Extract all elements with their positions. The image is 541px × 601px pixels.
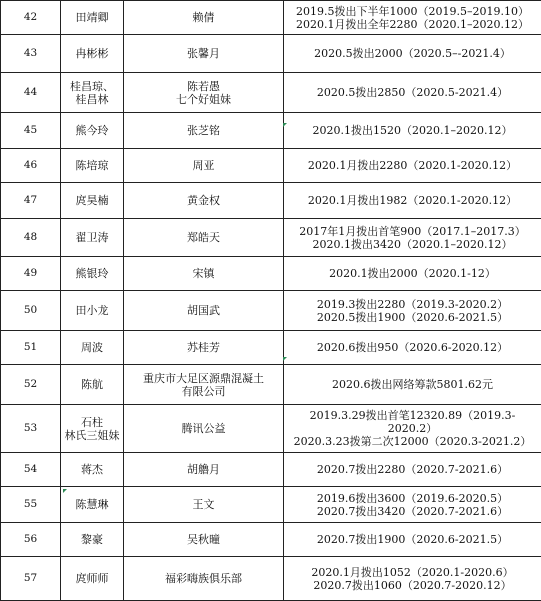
- cell-disbursement-line: 2020.1月拨出1052（2020.1-2020.6）: [286, 566, 539, 579]
- cell-donor-name-line: 冉彬彬: [63, 47, 121, 60]
- cell-recipient-line: 腾讯公益: [126, 422, 281, 435]
- table-row: [1, 405, 541, 453]
- cell-donor-name-line: 田小龙: [63, 304, 121, 317]
- cell-recipient-line: 有限公司: [126, 385, 281, 398]
- cell-recipient: [124, 523, 284, 557]
- cell-disbursement-line: 2019.3拨出2280（2019.3-2020.2）: [286, 298, 539, 311]
- cell-disbursement-line: 2017年1月拨出首笔900（2017.1–2017.3）: [286, 225, 539, 238]
- cell-recipient-line: 吴秋曈: [126, 533, 281, 546]
- cell-disbursement-line: 2020.2）: [286, 422, 539, 435]
- cell-disbursement: [284, 365, 541, 405]
- cell-disbursement-line: 2020.3.23拨第二次12000（2020.3-2021.2）: [286, 435, 539, 448]
- table-row: [1, 453, 541, 487]
- cell-donor-name: [61, 331, 124, 365]
- cell-disbursement: [284, 219, 541, 257]
- cell-donor-name-line: 熊今玲: [63, 124, 121, 137]
- cell-recipient-line: 福彩嗨族俱乐部: [126, 572, 281, 585]
- cell-recipient: [124, 1, 284, 35]
- cell-recipient: [124, 405, 284, 453]
- cell-number: 56: [1, 523, 61, 557]
- cell-number: 46: [1, 149, 61, 183]
- cell-disbursement-line: 2020.6拨出网络筹款5801.62元: [286, 378, 539, 391]
- cell-recipient-line: 郑皓天: [126, 231, 281, 244]
- cell-disbursement: [284, 331, 541, 365]
- cell-recipient: [124, 487, 284, 523]
- table-row: [1, 257, 541, 291]
- cell-recipient: [124, 219, 284, 257]
- cell-disbursement: [284, 35, 541, 73]
- cell-disbursement-line: 2020.1拨出2000（2020.1-12）: [286, 267, 539, 280]
- cell-disbursement-line: 2020.1月拨出1982（2020.1-2020.12）: [286, 194, 539, 207]
- cell-donor-name-line: 田靖卿: [63, 11, 121, 24]
- cell-disbursement-line: 2020.5拨出2850（2020.5-2021.4）: [286, 86, 539, 99]
- cell-donor-name: [61, 291, 124, 331]
- cell-recipient: [124, 149, 284, 183]
- cell-recipient-line: 王文: [126, 498, 281, 511]
- cell-recipient-line: 胡艪月: [126, 463, 281, 476]
- cell-recipient: [124, 35, 284, 73]
- cell-disbursement-line: 2020.7拨出2280（2020.7-2021.6）: [286, 463, 539, 476]
- cell-donor-name: [61, 35, 124, 73]
- cell-disbursement: [284, 113, 541, 149]
- cell-donor-name-line: 黎豪: [63, 533, 121, 546]
- cell-recipient: [124, 365, 284, 405]
- table-row: [1, 523, 541, 557]
- cell-number: 57: [1, 557, 61, 601]
- table-row: [1, 487, 541, 523]
- cell-recipient-line: 七个好姐妹: [126, 93, 281, 106]
- cell-number: 45: [1, 113, 61, 149]
- cell-recipient-line: 宋镇: [126, 267, 281, 280]
- cell-recipient: [124, 257, 284, 291]
- cell-recipient: [124, 73, 284, 113]
- cell-recipient: [124, 183, 284, 219]
- cell-donor-name-line: 蒋杰: [63, 463, 121, 476]
- cell-number: 44: [1, 73, 61, 113]
- cell-disbursement-line: 2019.5拨出下半年1000（2019.5–2019.10）: [286, 5, 539, 18]
- cell-disbursement-line: 2020.5拨出2000（2020.5–-2021.4）: [286, 47, 539, 60]
- cell-donor-name-line: 桂昌琼、: [63, 80, 121, 93]
- cell-disbursement-line: 2019.6拨出3600（2019.6-2020.5）: [286, 492, 539, 505]
- cell-disbursement: [284, 557, 541, 601]
- cell-disbursement-line: 2020.1月拨出2280（2020.1-2020.12）: [286, 159, 539, 172]
- cell-donor-name: [61, 183, 124, 219]
- cell-disbursement: [284, 487, 541, 523]
- cell-marker: [283, 357, 287, 361]
- cell-disbursement: [284, 523, 541, 557]
- cell-disbursement-line: 2020.6拨出950（2020.6-2020.12）: [286, 341, 539, 354]
- cell-recipient: [124, 113, 284, 149]
- cell-donor-name-line: 翟卫涛: [63, 231, 121, 244]
- cell-donor-name-line: 熊银玲: [63, 267, 121, 280]
- cell-marker: [283, 123, 287, 127]
- cell-donor-name: [61, 557, 124, 601]
- table-row: [1, 35, 541, 73]
- cell-donor-name: [61, 405, 124, 453]
- cell-recipient: [124, 557, 284, 601]
- cell-recipient-line: 黄金权: [126, 194, 281, 207]
- cell-disbursement-line: 2020.7拨出1900（2020.6-2021.5）: [286, 533, 539, 546]
- cell-donor-name-line: 庹昊楠: [63, 194, 121, 207]
- cell-recipient-line: 张馨月: [126, 47, 281, 60]
- table-row: [1, 557, 541, 601]
- cell-recipient-line: 赖倩: [126, 11, 281, 24]
- cell-donor-name: [61, 219, 124, 257]
- cell-recipient: [124, 453, 284, 487]
- cell-disbursement: [284, 291, 541, 331]
- cell-recipient-line: 重庆市大足区源鼎混凝土: [126, 372, 281, 385]
- cell-donor-name: [61, 73, 124, 113]
- cell-disbursement-line: 2020.7拨出1060（2020.7-2020.12）: [286, 579, 539, 592]
- cell-recipient-line: 苏桂芳: [126, 341, 281, 354]
- cell-disbursement: [284, 149, 541, 183]
- cell-donor-name-line: 陈培琼: [63, 159, 121, 172]
- cell-disbursement-line: 2020.7拨出3420（2020.7-2021.6）: [286, 505, 539, 518]
- cell-donor-name: [61, 257, 124, 291]
- table-row: [1, 149, 541, 183]
- cell-marker: [63, 489, 67, 493]
- cell-recipient: [124, 291, 284, 331]
- cell-disbursement: [284, 405, 541, 453]
- cell-number: 49: [1, 257, 61, 291]
- cell-number: 52: [1, 365, 61, 405]
- cell-number: 42: [1, 1, 61, 35]
- table-row: [1, 331, 541, 365]
- cell-donor-name-line: 桂昌林: [63, 93, 121, 106]
- cell-recipient-line: 陈若愚: [126, 80, 281, 93]
- cell-disbursement-line: 2019.3.29拨出首笔12320.89（2019.3-: [286, 409, 539, 422]
- cell-donor-name-line: 庹师师: [63, 572, 121, 585]
- cell-disbursement-line: 2020.1拨出3420（2020.1–2020.12）: [286, 238, 539, 251]
- cell-number: 50: [1, 291, 61, 331]
- cell-donor-name: [61, 365, 124, 405]
- cell-disbursement: [284, 1, 541, 35]
- cell-number: 47: [1, 183, 61, 219]
- cell-donor-name-line: 周波: [63, 341, 121, 354]
- cell-donor-name: [61, 149, 124, 183]
- cell-donor-name: [61, 523, 124, 557]
- cell-disbursement: [284, 257, 541, 291]
- cell-donor-name-line: 石柱: [63, 416, 121, 429]
- cell-number: 43: [1, 35, 61, 73]
- cell-disbursement: [284, 183, 541, 219]
- cell-recipient-line: 周亚: [126, 159, 281, 172]
- cell-donor-name: [61, 113, 124, 149]
- cell-donor-name: [61, 453, 124, 487]
- cell-donor-name-line: 林氏三姐妹: [63, 429, 121, 442]
- table-body: [1, 1, 541, 601]
- cell-number: 51: [1, 331, 61, 365]
- cell-donor-name-line: 陈航: [63, 378, 121, 391]
- cell-recipient-line: 胡国武: [126, 304, 281, 317]
- table-row: [1, 183, 541, 219]
- table-row: [1, 365, 541, 405]
- table-row: [1, 113, 541, 149]
- cell-donor-name-line: 陈慧琳: [63, 498, 121, 511]
- cell-donor-name: [61, 487, 124, 523]
- cell-disbursement-line: 2020.1月拨出全年2280（2020.1–2020.12）: [286, 18, 539, 31]
- table-row: [1, 291, 541, 331]
- cell-number: 53: [1, 405, 61, 453]
- table-row: [1, 1, 541, 35]
- cell-donor-name: [61, 1, 124, 35]
- cell-number: 55: [1, 487, 61, 523]
- cell-recipient-line: 张芝铭: [126, 124, 281, 137]
- cell-number: 54: [1, 453, 61, 487]
- cell-number: 48: [1, 219, 61, 257]
- cell-disbursement-line: 2020.1拨出1520（2020.1–2020.12）: [286, 124, 539, 137]
- cell-disbursement-line: 2020.5拨出1900（2020.6-2021.5）: [286, 311, 539, 324]
- cell-disbursement: [284, 453, 541, 487]
- table-row: [1, 73, 541, 113]
- cell-disbursement: [284, 73, 541, 113]
- cell-recipient: [124, 331, 284, 365]
- table-row: [1, 219, 541, 257]
